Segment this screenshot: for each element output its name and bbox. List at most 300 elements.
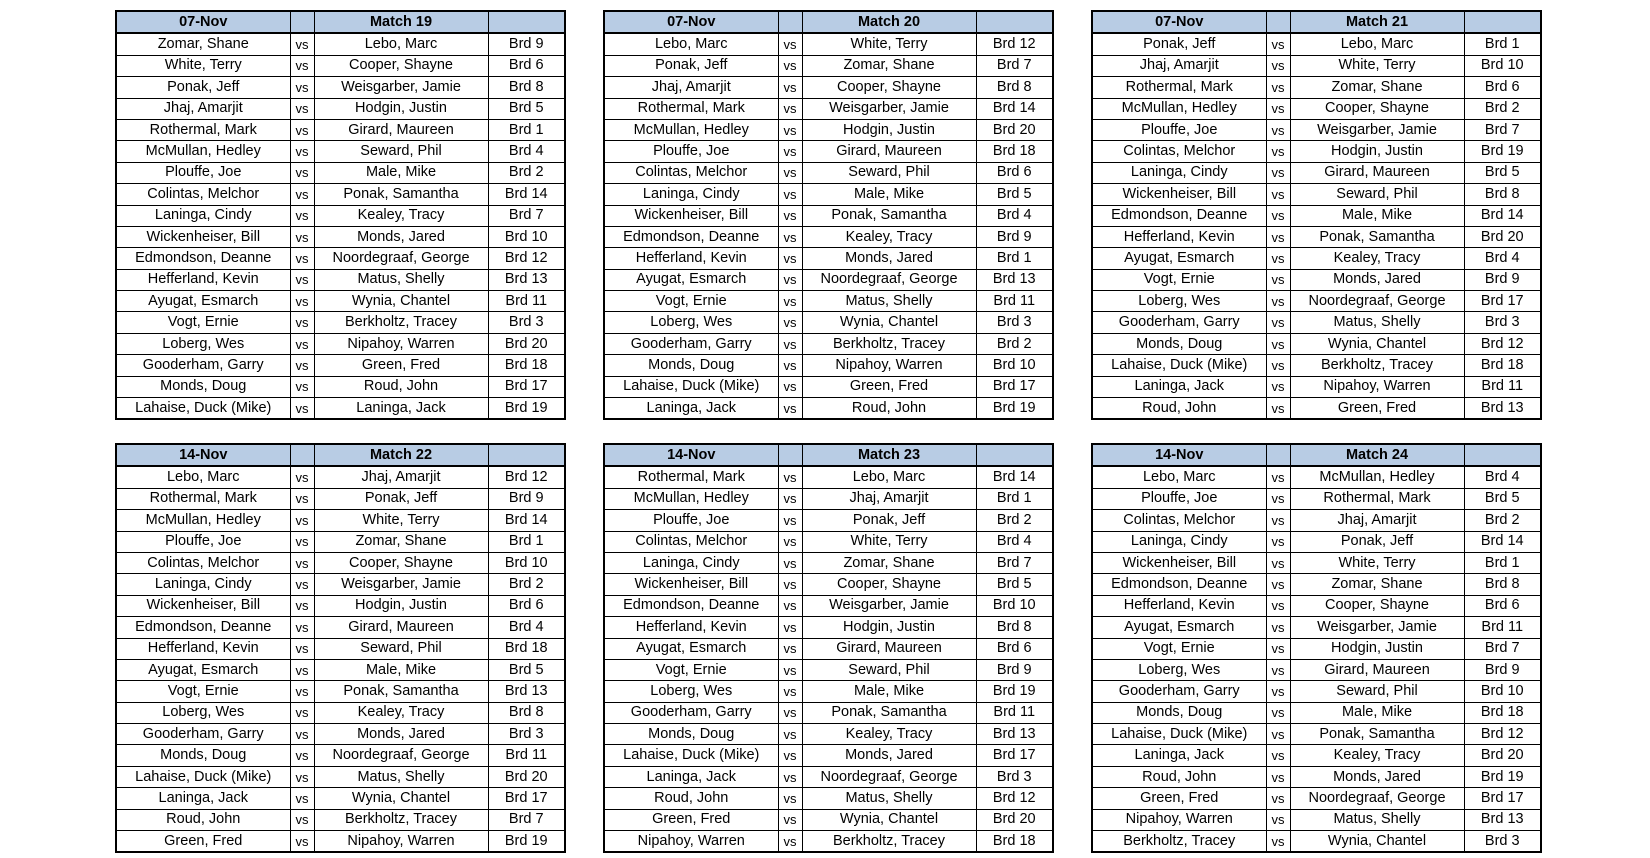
versus-label: vs xyxy=(290,595,314,616)
versus-label: vs xyxy=(778,291,802,312)
board-number: Brd 7 xyxy=(488,205,565,226)
versus-label: vs xyxy=(778,205,802,226)
versus-label: vs xyxy=(290,724,314,745)
versus-label: vs xyxy=(290,355,314,376)
board-number: Brd 18 xyxy=(488,355,565,376)
player-two: Wynia, Chantel xyxy=(314,788,488,809)
board-number: Brd 1 xyxy=(1464,33,1541,55)
header-blank xyxy=(1464,11,1541,33)
player-two: Seward, Phil xyxy=(802,162,976,183)
player-one: Edmondson, Deanne xyxy=(116,248,290,269)
player-one: Colintas, Melchor xyxy=(116,552,290,573)
player-two: Matus, Shelly xyxy=(314,766,488,787)
versus-label: vs xyxy=(1266,248,1290,269)
player-one: Green, Fred xyxy=(1092,788,1266,809)
board-number: Brd 3 xyxy=(976,766,1053,787)
table-row xyxy=(604,33,1053,55)
table-row xyxy=(116,205,565,226)
player-two: Kealey, Tracy xyxy=(802,724,976,745)
board-number: Brd 8 xyxy=(976,77,1053,98)
player-two: Wynia, Chantel xyxy=(802,809,976,830)
table-row xyxy=(116,398,565,420)
versus-label: vs xyxy=(778,398,802,420)
player-two: Zomar, Shane xyxy=(802,55,976,76)
board-number: Brd 12 xyxy=(1464,724,1541,745)
table-row xyxy=(116,355,565,376)
board-number: Brd 9 xyxy=(488,33,565,55)
player-two: Hodgin, Justin xyxy=(802,119,976,140)
player-two: Ponak, Jeff xyxy=(802,510,976,531)
table-row xyxy=(1092,355,1541,376)
player-one: Lahaise, Duck (Mike) xyxy=(116,398,290,420)
player-two: Matus, Shelly xyxy=(802,291,976,312)
table-row xyxy=(604,574,1053,595)
versus-label: vs xyxy=(1266,291,1290,312)
player-one: Vogt, Ernie xyxy=(1092,269,1266,290)
versus-label: vs xyxy=(1266,55,1290,76)
versus-label: vs xyxy=(1266,184,1290,205)
table-row xyxy=(116,552,565,573)
table-row xyxy=(1092,724,1541,745)
table-row xyxy=(1092,55,1541,76)
table-row xyxy=(604,659,1053,680)
player-two: Lebo, Marc xyxy=(802,466,976,488)
table-row xyxy=(116,638,565,659)
player-one: Ayugat, Esmarch xyxy=(116,659,290,680)
versus-label: vs xyxy=(1266,141,1290,162)
table-row xyxy=(1092,552,1541,573)
versus-label: vs xyxy=(290,141,314,162)
versus-label: vs xyxy=(778,595,802,616)
header-blank xyxy=(976,11,1053,33)
board-number: Brd 11 xyxy=(976,291,1053,312)
board-number: Brd 8 xyxy=(976,617,1053,638)
player-two: Hodgin, Justin xyxy=(314,98,488,119)
player-one: Jhaj, Amarjit xyxy=(604,77,778,98)
versus-label: vs xyxy=(1266,745,1290,766)
player-two: Wynia, Chantel xyxy=(1290,333,1464,354)
player-one: Monds, Doug xyxy=(1092,333,1266,354)
board-number: Brd 1 xyxy=(976,488,1053,509)
table-row xyxy=(604,248,1053,269)
player-two: Monds, Jared xyxy=(1290,269,1464,290)
player-two: Cooper, Shayne xyxy=(314,552,488,573)
header-blank xyxy=(488,11,565,33)
board-number: Brd 14 xyxy=(1464,531,1541,552)
player-one: Vogt, Ernie xyxy=(604,659,778,680)
player-two: White, Terry xyxy=(1290,552,1464,573)
table-row xyxy=(604,355,1053,376)
player-one: Roud, John xyxy=(1092,766,1266,787)
match-date: 07-Nov xyxy=(116,11,290,33)
player-two: McMullan, Hedley xyxy=(1290,466,1464,488)
header-blank xyxy=(1464,444,1541,466)
table-row xyxy=(116,376,565,397)
versus-label: vs xyxy=(290,659,314,680)
board-number: Brd 19 xyxy=(1464,766,1541,787)
table-row xyxy=(116,595,565,616)
board-number: Brd 2 xyxy=(1464,510,1541,531)
table-row xyxy=(116,466,565,488)
table-row xyxy=(116,141,565,162)
player-two: Weisgarber, Jamie xyxy=(1290,119,1464,140)
match-title: Match 23 xyxy=(802,444,976,466)
player-one: Hefferland, Kevin xyxy=(604,617,778,638)
match-date: 07-Nov xyxy=(1092,11,1266,33)
header-blank xyxy=(1266,11,1290,33)
player-two: White, Terry xyxy=(1290,55,1464,76)
versus-label: vs xyxy=(778,248,802,269)
player-one: Edmondson, Deanne xyxy=(1092,205,1266,226)
board-number: Brd 17 xyxy=(1464,291,1541,312)
player-two: Matus, Shelly xyxy=(802,788,976,809)
player-one: Lahaise, Duck (Mike) xyxy=(604,376,778,397)
player-one: Edmondson, Deanne xyxy=(604,226,778,247)
table-row xyxy=(116,55,565,76)
table-header-row xyxy=(116,11,565,33)
player-one: Hefferland, Kevin xyxy=(1092,226,1266,247)
board-number: Brd 8 xyxy=(488,77,565,98)
match-table xyxy=(603,10,1054,420)
board-number: Brd 7 xyxy=(488,809,565,830)
player-two: Kealey, Tracy xyxy=(314,205,488,226)
player-one: Wickenheiser, Bill xyxy=(1092,552,1266,573)
board-number: Brd 6 xyxy=(976,638,1053,659)
versus-label: vs xyxy=(290,248,314,269)
board-number: Brd 11 xyxy=(488,745,565,766)
table-row xyxy=(1092,312,1541,333)
player-two: Ponak, Samantha xyxy=(802,702,976,723)
versus-label: vs xyxy=(290,766,314,787)
versus-label: vs xyxy=(290,33,314,55)
table-row xyxy=(1092,788,1541,809)
versus-label: vs xyxy=(290,638,314,659)
player-two: Roud, John xyxy=(802,398,976,420)
player-one: Colintas, Melchor xyxy=(1092,510,1266,531)
table-row xyxy=(116,510,565,531)
board-number: Brd 11 xyxy=(488,291,565,312)
player-two: Monds, Jared xyxy=(314,724,488,745)
player-two: Weisgarber, Jamie xyxy=(802,595,976,616)
versus-label: vs xyxy=(1266,702,1290,723)
player-two: Wynia, Chantel xyxy=(1290,831,1464,853)
player-one: Colintas, Melchor xyxy=(116,184,290,205)
table-row xyxy=(604,702,1053,723)
table-row xyxy=(604,333,1053,354)
table-row xyxy=(604,638,1053,659)
table-row xyxy=(604,510,1053,531)
table-row xyxy=(1092,119,1541,140)
table-row xyxy=(116,77,565,98)
versus-label: vs xyxy=(1266,766,1290,787)
versus-label: vs xyxy=(1266,488,1290,509)
board-number: Brd 17 xyxy=(976,745,1053,766)
table-row xyxy=(604,724,1053,745)
player-one: Plouffe, Joe xyxy=(116,531,290,552)
player-two: Girard, Maureen xyxy=(314,617,488,638)
player-two: White, Terry xyxy=(314,510,488,531)
board-number: Brd 3 xyxy=(488,724,565,745)
board-number: Brd 1 xyxy=(1464,552,1541,573)
player-one: Plouffe, Joe xyxy=(116,162,290,183)
versus-label: vs xyxy=(1266,574,1290,595)
board-number: Brd 20 xyxy=(976,809,1053,830)
table-row xyxy=(116,248,565,269)
player-one: Laninga, Cindy xyxy=(116,205,290,226)
versus-label: vs xyxy=(1266,595,1290,616)
board-number: Brd 4 xyxy=(1464,248,1541,269)
player-two: Cooper, Shayne xyxy=(314,55,488,76)
versus-label: vs xyxy=(1266,376,1290,397)
board-number: Brd 4 xyxy=(488,141,565,162)
board-number: Brd 12 xyxy=(488,248,565,269)
table-row xyxy=(1092,376,1541,397)
player-one: Gooderham, Garry xyxy=(1092,681,1266,702)
board-number: Brd 20 xyxy=(488,333,565,354)
versus-label: vs xyxy=(1266,226,1290,247)
table-row xyxy=(604,141,1053,162)
player-two: Weisgarber, Jamie xyxy=(314,574,488,595)
board-number: Brd 11 xyxy=(1464,617,1541,638)
table-row xyxy=(116,809,565,830)
table-header-row xyxy=(1092,444,1541,466)
player-one: Plouffe, Joe xyxy=(1092,488,1266,509)
board-number: Brd 11 xyxy=(1464,376,1541,397)
board-number: Brd 17 xyxy=(976,376,1053,397)
table-row xyxy=(1092,205,1541,226)
versus-label: vs xyxy=(290,809,314,830)
board-number: Brd 20 xyxy=(1464,226,1541,247)
player-two: Green, Fred xyxy=(314,355,488,376)
player-two: Zomar, Shane xyxy=(314,531,488,552)
board-number: Brd 5 xyxy=(488,98,565,119)
versus-label: vs xyxy=(1266,681,1290,702)
header-blank xyxy=(778,444,802,466)
board-number: Brd 2 xyxy=(488,574,565,595)
table-header-row xyxy=(116,444,565,466)
table-row xyxy=(1092,398,1541,420)
versus-label: vs xyxy=(290,466,314,488)
board-number: Brd 13 xyxy=(1464,809,1541,830)
match-date: 07-Nov xyxy=(604,11,778,33)
table-row xyxy=(604,98,1053,119)
table-row xyxy=(1092,141,1541,162)
board-number: Brd 3 xyxy=(976,312,1053,333)
table-row xyxy=(116,724,565,745)
player-one: Vogt, Ernie xyxy=(1092,638,1266,659)
board-number: Brd 18 xyxy=(1464,355,1541,376)
table-row xyxy=(116,291,565,312)
player-two: Male, Mike xyxy=(314,659,488,680)
versus-label: vs xyxy=(778,333,802,354)
versus-label: vs xyxy=(778,659,802,680)
match-date: 14-Nov xyxy=(116,444,290,466)
versus-label: vs xyxy=(290,831,314,853)
player-two: Matus, Shelly xyxy=(314,269,488,290)
player-one: Plouffe, Joe xyxy=(1092,119,1266,140)
versus-label: vs xyxy=(1266,724,1290,745)
match-title: Match 20 xyxy=(802,11,976,33)
board-number: Brd 20 xyxy=(488,766,565,787)
table-row xyxy=(604,226,1053,247)
player-one: Wickenheiser, Bill xyxy=(604,574,778,595)
player-two: Girard, Maureen xyxy=(1290,162,1464,183)
versus-label: vs xyxy=(778,77,802,98)
player-two: Green, Fred xyxy=(802,376,976,397)
player-one: Rothermal, Mark xyxy=(1092,77,1266,98)
player-one: McMullan, Hedley xyxy=(116,141,290,162)
versus-label: vs xyxy=(778,745,802,766)
table-row xyxy=(1092,766,1541,787)
table-row xyxy=(116,312,565,333)
player-one: Wickenheiser, Bill xyxy=(604,205,778,226)
table-row xyxy=(1092,33,1541,55)
versus-label: vs xyxy=(290,162,314,183)
board-number: Brd 17 xyxy=(488,376,565,397)
board-number: Brd 5 xyxy=(976,184,1053,205)
match-table xyxy=(115,10,566,420)
player-one: Monds, Doug xyxy=(1092,702,1266,723)
versus-label: vs xyxy=(1266,355,1290,376)
table-row xyxy=(116,766,565,787)
versus-label: vs xyxy=(778,376,802,397)
player-two: Jhaj, Amarjit xyxy=(1290,510,1464,531)
table-row xyxy=(604,291,1053,312)
board-number: Brd 7 xyxy=(976,552,1053,573)
board-number: Brd 19 xyxy=(976,681,1053,702)
header-blank xyxy=(778,11,802,33)
versus-label: vs xyxy=(290,681,314,702)
board-number: Brd 6 xyxy=(976,162,1053,183)
player-two: Matus, Shelly xyxy=(1290,312,1464,333)
player-two: Ponak, Samantha xyxy=(314,184,488,205)
table-row xyxy=(604,162,1053,183)
player-two: Noordegraaf, George xyxy=(1290,788,1464,809)
versus-label: vs xyxy=(778,831,802,853)
table-row xyxy=(604,617,1053,638)
table-header-row xyxy=(1092,11,1541,33)
board-number: Brd 6 xyxy=(488,55,565,76)
board-number: Brd 9 xyxy=(976,226,1053,247)
player-one: Laninga, Cindy xyxy=(1092,531,1266,552)
player-two: Noordegraaf, George xyxy=(314,745,488,766)
board-number: Brd 19 xyxy=(1464,141,1541,162)
versus-label: vs xyxy=(290,745,314,766)
player-two: Nipahoy, Warren xyxy=(314,333,488,354)
versus-label: vs xyxy=(1266,638,1290,659)
versus-label: vs xyxy=(1266,162,1290,183)
board-number: Brd 2 xyxy=(488,162,565,183)
board-number: Brd 13 xyxy=(488,681,565,702)
player-two: Ponak, Samantha xyxy=(1290,724,1464,745)
match-table xyxy=(1091,10,1542,420)
table-row xyxy=(116,333,565,354)
board-number: Brd 12 xyxy=(1464,333,1541,354)
board-number: Brd 4 xyxy=(488,617,565,638)
player-two: Monds, Jared xyxy=(314,226,488,247)
board-number: Brd 11 xyxy=(976,702,1053,723)
player-two: Jhaj, Amarjit xyxy=(314,466,488,488)
board-number: Brd 17 xyxy=(1464,788,1541,809)
board-number: Brd 10 xyxy=(1464,55,1541,76)
board-number: Brd 10 xyxy=(1464,681,1541,702)
table-row xyxy=(604,745,1053,766)
player-one: Wickenheiser, Bill xyxy=(1092,184,1266,205)
versus-label: vs xyxy=(778,702,802,723)
versus-label: vs xyxy=(778,55,802,76)
board-number: Brd 14 xyxy=(976,466,1053,488)
player-two: Berkholtz, Tracey xyxy=(314,312,488,333)
table-row xyxy=(1092,831,1541,853)
table-header-row xyxy=(604,444,1053,466)
player-one: Monds, Doug xyxy=(604,355,778,376)
table-row xyxy=(604,831,1053,853)
player-one: Wickenheiser, Bill xyxy=(116,226,290,247)
player-two: Cooper, Shayne xyxy=(1290,595,1464,616)
versus-label: vs xyxy=(290,510,314,531)
player-one: Ayugat, Esmarch xyxy=(116,291,290,312)
player-one: Monds, Doug xyxy=(116,745,290,766)
player-one: Ayugat, Esmarch xyxy=(1092,617,1266,638)
player-one: Laninga, Jack xyxy=(604,398,778,420)
player-one: Loberg, Wes xyxy=(604,312,778,333)
versus-label: vs xyxy=(290,574,314,595)
versus-label: vs xyxy=(290,376,314,397)
player-one: Rothermal, Mark xyxy=(604,466,778,488)
player-two: Seward, Phil xyxy=(1290,184,1464,205)
player-one: Nipahoy, Warren xyxy=(1092,809,1266,830)
board-number: Brd 18 xyxy=(976,141,1053,162)
board-number: Brd 4 xyxy=(1464,466,1541,488)
versus-label: vs xyxy=(778,574,802,595)
board-number: Brd 12 xyxy=(976,33,1053,55)
player-one: Ponak, Jeff xyxy=(604,55,778,76)
table-row xyxy=(116,617,565,638)
board-number: Brd 5 xyxy=(1464,488,1541,509)
player-one: Laninga, Jack xyxy=(1092,745,1266,766)
versus-label: vs xyxy=(778,269,802,290)
player-two: Ponak, Samantha xyxy=(1290,226,1464,247)
player-one: Loberg, Wes xyxy=(1092,659,1266,680)
versus-label: vs xyxy=(778,638,802,659)
versus-label: vs xyxy=(290,184,314,205)
table-row xyxy=(1092,638,1541,659)
player-one: Green, Fred xyxy=(116,831,290,853)
versus-label: vs xyxy=(778,33,802,55)
table-row xyxy=(116,659,565,680)
player-one: Lebo, Marc xyxy=(604,33,778,55)
player-one: McMullan, Hedley xyxy=(1092,98,1266,119)
board-number: Brd 7 xyxy=(1464,119,1541,140)
player-two: Seward, Phil xyxy=(802,659,976,680)
table-row xyxy=(1092,248,1541,269)
board-number: Brd 6 xyxy=(1464,595,1541,616)
table-row xyxy=(1092,269,1541,290)
versus-label: vs xyxy=(778,766,802,787)
player-two: Monds, Jared xyxy=(1290,766,1464,787)
table-row xyxy=(1092,574,1541,595)
board-number: Brd 2 xyxy=(976,510,1053,531)
player-two: Cooper, Shayne xyxy=(1290,98,1464,119)
player-one: Laninga, Jack xyxy=(1092,376,1266,397)
player-two: Male, Mike xyxy=(802,184,976,205)
table-row xyxy=(116,574,565,595)
board-number: Brd 4 xyxy=(976,205,1053,226)
player-two: Berkholtz, Tracey xyxy=(1290,355,1464,376)
player-two: Seward, Phil xyxy=(1290,681,1464,702)
table-row xyxy=(1092,617,1541,638)
player-one: Loberg, Wes xyxy=(116,333,290,354)
